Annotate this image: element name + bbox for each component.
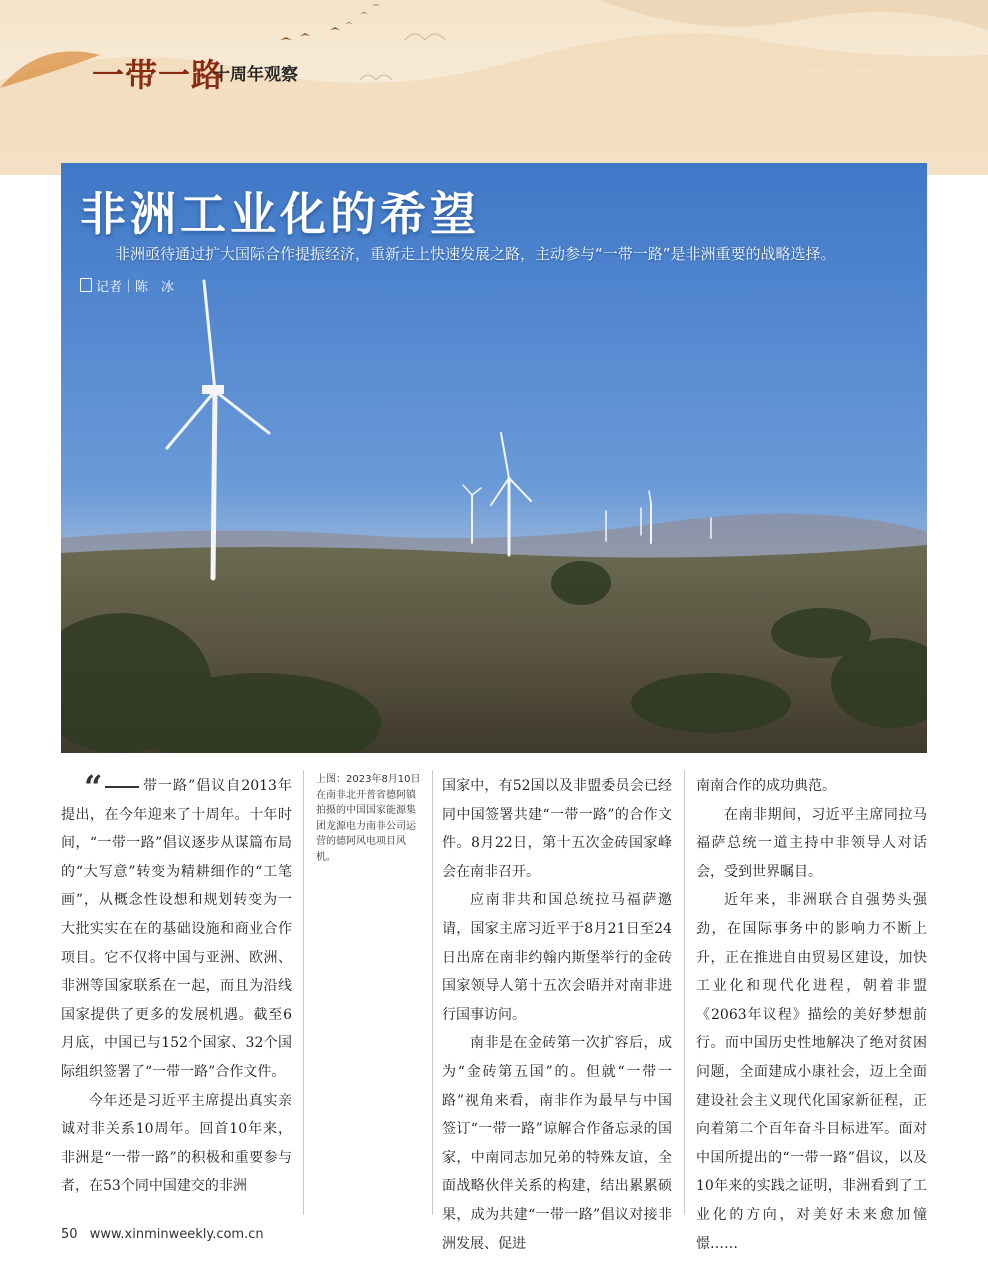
pen-icon <box>80 278 92 292</box>
column-divider <box>303 770 304 1215</box>
opening-quote-icon: “ <box>84 768 103 806</box>
body-column-1 <box>61 772 292 1201</box>
article-title: 非洲工业化的希望 <box>80 187 480 241</box>
cloud-ornament-icon <box>360 34 445 80</box>
website-url[interactable]: www.xinminweekly.com.cn <box>89 1227 264 1242</box>
paragraph: 带一路”倡议自2013年提出，在今年迎来了十周年。十年时间，“一带一路”倡议逐步从谋篇布局的“大写意”转变为精耕细作的“工笔画”，从概念性设想和规划转变为一大批实实在在的基础设施和商业合作项目。它不仅将中国与亚洲、欧洲、非洲等国家联系在一起，而且为沿线国家提供了更多的发展机遇。截至6月底，中国已与152个国家、32个国际组织签署了“一带一路”合作文件。 <box>61 778 292 1080</box>
paragraph: 南南合作的成功典范。 <box>696 778 836 794</box>
column-divider <box>684 770 685 1215</box>
byline <box>80 276 174 295</box>
paragraph: 国家中，有52国以及非盟委员会已经同中国签署共建“一带一路”的合作文件。8月22日，第十五次金砖国家峰会在南非召开。 <box>442 778 672 880</box>
photo-caption: 上图：2023年8月10日在南非北开普省德阿镇拍摄的中国国家能源集团龙源电力南非公司运营的德阿风电项目风机。 <box>316 774 421 863</box>
article-lead: 非洲亟待通过扩大国际合作提振经济，重新走上快速发展之路，主动参与“一带一路”是非洲重要的战略选择。 <box>115 245 836 263</box>
column-divider <box>432 770 433 1215</box>
header-banner <box>0 0 988 175</box>
column-name: 一带一路 <box>92 56 225 94</box>
byline-text: 记者｜陈 冰 <box>96 280 175 295</box>
paragraph: 在南非期间，习近平主席同拉马福萨总统一道主持中非领导人对话会，受到世界瞩目。 <box>696 806 927 880</box>
page-footer <box>61 1227 264 1242</box>
paragraph: 应南非共和国总统拉马福萨邀请，国家主席习近平于8月21日至24日出席在南非约翰内斯堡举行的金砖国家领导人第十五次会晤并对南非进行国事访问。 <box>442 892 672 1023</box>
body-column-3 <box>442 772 672 1258</box>
paragraph: 南非是在金砖第一次扩容后，成为“金砖第五国”的。但就“一带一路”视角来看，南非作为最早与中国签订“一带一路”谅解合作备忘录的国家，中南同志加兄弟的特殊友谊，全面战略伙伴关系的构建，结出累累硕果，成为共建“一带一路”倡议对接非洲发展、促进 <box>442 1035 672 1252</box>
page-number: 50 <box>61 1227 78 1242</box>
paragraph: 今年还是习近平主席提出真实亲诚对非关系10周年。回首10年来，非洲是“一带一路”的积极和重要参与者，在53个同中国建交的非洲 <box>61 1092 292 1195</box>
birds-icon <box>280 4 380 40</box>
body-column-4 <box>696 772 927 1258</box>
paragraph: 近年来，非洲联合自强势头强劲，在国际事务中的影响力不断上升，正在推进自由贸易区建设，加快工业化和现代化进程，朝着非盟《2063年议程》描绘的美好梦想前行。而中国历史性地解决了绝对贫困问题，全面建成小康社会，迈上全面建设社会主义现代化国家新征程，正向着第二个百年奋斗目标进军。面对中国所提出的“一带一路”倡议，以及10年来的实践之证明，非洲看到了工业化的方向，对美好未来愈加憧憬…… <box>696 892 927 1252</box>
column-subtitle: 十周年观察 <box>213 65 298 85</box>
